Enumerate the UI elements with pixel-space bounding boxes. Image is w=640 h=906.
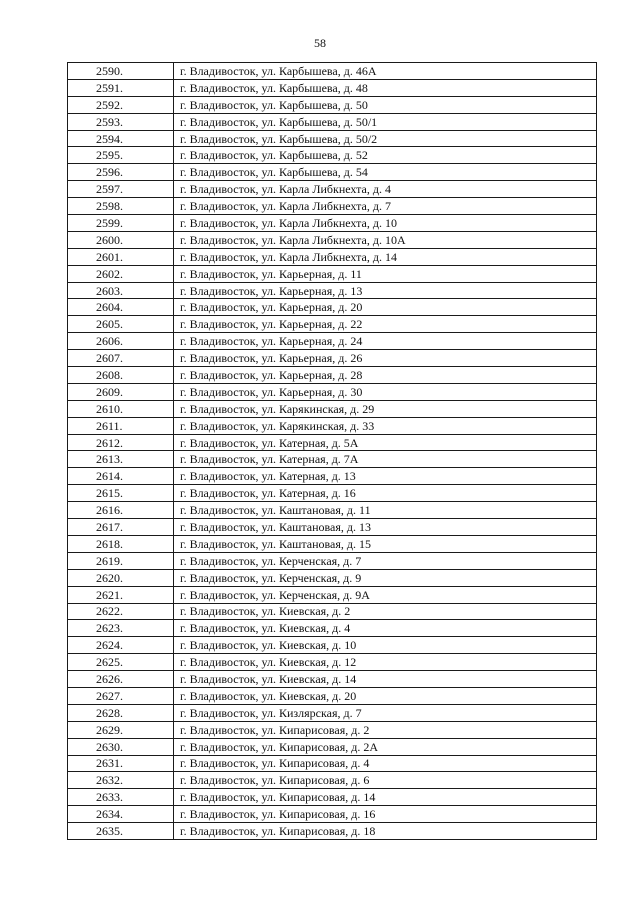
row-address: г. Владивосток, ул. Карьерная, д. 28	[174, 367, 597, 384]
row-number: 2621.	[68, 586, 174, 603]
table-row	[68, 620, 597, 637]
table-row	[68, 789, 597, 806]
table-row	[68, 198, 597, 215]
row-number: 2612.	[68, 434, 174, 451]
row-address: г. Владивосток, ул. Кипарисовая, д. 2	[174, 721, 597, 738]
row-address: г. Владивосток, ул. Карла Либкнехта, д. 4	[174, 181, 597, 198]
table-row	[68, 502, 597, 519]
address-table-body	[68, 63, 597, 840]
row-number: 2626.	[68, 671, 174, 688]
row-number: 2596.	[68, 164, 174, 181]
row-number: 2618.	[68, 535, 174, 552]
row-address: г. Владивосток, ул. Карбышева, д. 50	[174, 96, 597, 113]
table-row	[68, 63, 597, 80]
row-number: 2610.	[68, 400, 174, 417]
row-number: 2631.	[68, 755, 174, 772]
row-address: г. Владивосток, ул. Карьерная, д. 20	[174, 299, 597, 316]
page-number: 58	[314, 36, 326, 50]
row-address: г. Владивосток, ул. Карьерная, д. 30	[174, 383, 597, 400]
table-row	[68, 147, 597, 164]
row-number: 2595.	[68, 147, 174, 164]
table-row	[68, 535, 597, 552]
row-address: г. Владивосток, ул. Карбышева, д. 54	[174, 164, 597, 181]
row-address: г. Владивосток, ул. Керченская, д. 9	[174, 569, 597, 586]
table-row	[68, 181, 597, 198]
table-row	[68, 113, 597, 130]
row-number: 2617.	[68, 519, 174, 536]
row-number: 2599.	[68, 215, 174, 232]
row-number: 2600.	[68, 231, 174, 248]
row-address: г. Владивосток, ул. Кипарисовая, д. 4	[174, 755, 597, 772]
row-address: г. Владивосток, ул. Карьерная, д. 13	[174, 282, 597, 299]
row-address: г. Владивосток, ул. Карбышева, д. 50/2	[174, 130, 597, 147]
row-number: 2605.	[68, 316, 174, 333]
row-number: 2622.	[68, 603, 174, 620]
row-address: г. Владивосток, ул. Карьерная, д. 24	[174, 333, 597, 350]
row-number: 2633.	[68, 789, 174, 806]
row-address: г. Владивосток, ул. Карла Либкнехта, д. 14	[174, 248, 597, 265]
row-number: 2604.	[68, 299, 174, 316]
row-address: г. Владивосток, ул. Карякинская, д. 33	[174, 417, 597, 434]
row-number: 2606.	[68, 333, 174, 350]
table-row	[68, 350, 597, 367]
row-number: 2602.	[68, 265, 174, 282]
table-row	[68, 704, 597, 721]
table-row	[68, 603, 597, 620]
row-number: 2590.	[68, 63, 174, 80]
table-row	[68, 637, 597, 654]
table-row	[68, 738, 597, 755]
row-address: г. Владивосток, ул. Катерная, д. 5А	[174, 434, 597, 451]
row-number: 2611.	[68, 417, 174, 434]
row-number: 2594.	[68, 130, 174, 147]
row-number: 2624.	[68, 637, 174, 654]
row-address: г. Владивосток, ул. Карьерная, д. 22	[174, 316, 597, 333]
row-number: 2616.	[68, 502, 174, 519]
row-address: г. Владивосток, ул. Киевская, д. 2	[174, 603, 597, 620]
row-address: г. Владивосток, ул. Кипарисовая, д. 18	[174, 823, 597, 840]
row-address: г. Владивосток, ул. Карла Либкнехта, д. 10	[174, 215, 597, 232]
row-address: г. Владивосток, ул. Карьерная, д. 11	[174, 265, 597, 282]
table-row	[68, 248, 597, 265]
row-number: 2634.	[68, 806, 174, 823]
row-address: г. Владивосток, ул. Карбышева, д. 46А	[174, 63, 597, 80]
row-address: г. Владивосток, ул. Карла Либкнехта, д. 10А	[174, 231, 597, 248]
row-address: г. Владивосток, ул. Карбышева, д. 48	[174, 79, 597, 96]
row-address: г. Владивосток, ул. Керченская, д. 7	[174, 552, 597, 569]
row-address: г. Владивосток, ул. Катерная, д. 13	[174, 468, 597, 485]
row-number: 2593.	[68, 113, 174, 130]
table-row	[68, 671, 597, 688]
row-address: г. Владивосток, ул. Киевская, д. 12	[174, 654, 597, 671]
table-row	[68, 468, 597, 485]
table-row	[68, 485, 597, 502]
row-number: 2615.	[68, 485, 174, 502]
table-row	[68, 586, 597, 603]
row-address: г. Владивосток, ул. Киевская, д. 14	[174, 671, 597, 688]
table-row	[68, 367, 597, 384]
row-number: 2608.	[68, 367, 174, 384]
table-row	[68, 316, 597, 333]
row-address: г. Владивосток, ул. Керченская, д. 9А	[174, 586, 597, 603]
table-row	[68, 417, 597, 434]
row-number: 2627.	[68, 687, 174, 704]
address-table	[67, 62, 597, 840]
row-number: 2628.	[68, 704, 174, 721]
table-row	[68, 79, 597, 96]
row-number: 2607.	[68, 350, 174, 367]
row-address: г. Владивосток, ул. Каштановая, д. 15	[174, 535, 597, 552]
row-address: г. Владивосток, ул. Катерная, д. 7А	[174, 451, 597, 468]
row-number: 2591.	[68, 79, 174, 96]
row-number: 2619.	[68, 552, 174, 569]
table-row	[68, 451, 597, 468]
table-row	[68, 265, 597, 282]
row-number: 2597.	[68, 181, 174, 198]
row-number: 2601.	[68, 248, 174, 265]
row-address: г. Владивосток, ул. Кипарисовая, д. 6	[174, 772, 597, 789]
table-row	[68, 96, 597, 113]
table-row	[68, 519, 597, 536]
row-number: 2629.	[68, 721, 174, 738]
row-number: 2592.	[68, 96, 174, 113]
row-address: г. Владивосток, ул. Карьерная, д. 26	[174, 350, 597, 367]
table-row	[68, 333, 597, 350]
row-number: 2625.	[68, 654, 174, 671]
row-number: 2609.	[68, 383, 174, 400]
row-address: г. Владивосток, ул. Кипарисовая, д. 2А	[174, 738, 597, 755]
row-address: г. Владивосток, ул. Киевская, д. 4	[174, 620, 597, 637]
table-row	[68, 552, 597, 569]
row-address: г. Владивосток, ул. Карякинская, д. 29	[174, 400, 597, 417]
row-number: 2635.	[68, 823, 174, 840]
row-address: г. Владивосток, ул. Киевская, д. 20	[174, 687, 597, 704]
table-row	[68, 400, 597, 417]
row-number: 2620.	[68, 569, 174, 586]
table-row	[68, 569, 597, 586]
table-row	[68, 755, 597, 772]
table-row	[68, 164, 597, 181]
row-address: г. Владивосток, ул. Кипарисовая, д. 14	[174, 789, 597, 806]
table-row	[68, 654, 597, 671]
table-row	[68, 282, 597, 299]
row-number: 2613.	[68, 451, 174, 468]
table-row	[68, 299, 597, 316]
row-address: г. Владивосток, ул. Катерная, д. 16	[174, 485, 597, 502]
table-row	[68, 215, 597, 232]
row-number: 2630.	[68, 738, 174, 755]
row-address: г. Владивосток, ул. Каштановая, д. 13	[174, 519, 597, 536]
table-row	[68, 383, 597, 400]
row-number: 2623.	[68, 620, 174, 637]
table-row	[68, 772, 597, 789]
table-row	[68, 721, 597, 738]
row-number: 2632.	[68, 772, 174, 789]
table-row	[68, 130, 597, 147]
table-row	[68, 806, 597, 823]
row-number: 2603.	[68, 282, 174, 299]
table-row	[68, 434, 597, 451]
row-address: г. Владивосток, ул. Кипарисовая, д. 16	[174, 806, 597, 823]
row-address: г. Владивосток, ул. Карла Либкнехта, д. 7	[174, 198, 597, 215]
table-row	[68, 231, 597, 248]
row-address: г. Владивосток, ул. Карбышева, д. 52	[174, 147, 597, 164]
row-address: г. Владивосток, ул. Киевская, д. 10	[174, 637, 597, 654]
row-number: 2598.	[68, 198, 174, 215]
row-number: 2614.	[68, 468, 174, 485]
table-row	[68, 823, 597, 840]
row-address: г. Владивосток, ул. Карбышева, д. 50/1	[174, 113, 597, 130]
row-address: г. Владивосток, ул. Каштановая, д. 11	[174, 502, 597, 519]
row-address: г. Владивосток, ул. Кизлярская, д. 7	[174, 704, 597, 721]
table-row	[68, 687, 597, 704]
